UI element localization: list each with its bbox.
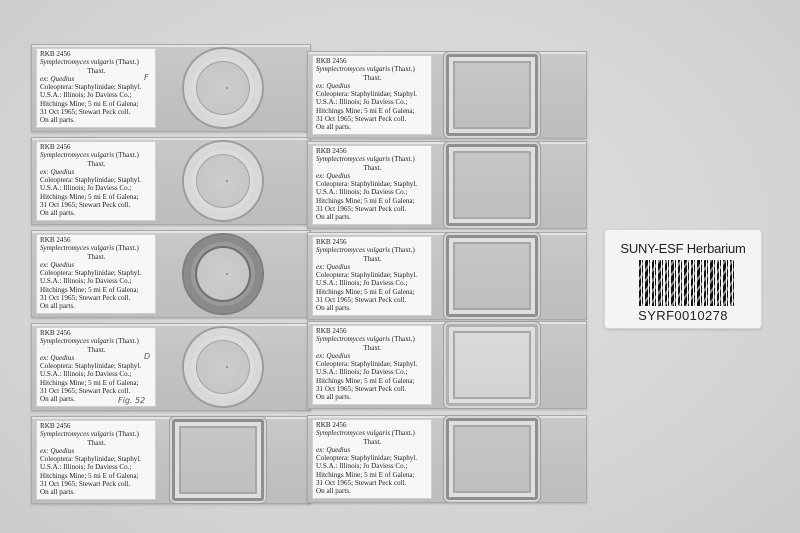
slide-label xyxy=(36,327,156,407)
slide-line-collector: 31 Oct 1965; Stewart Peck coll. xyxy=(40,294,131,303)
round-coverslip-ring xyxy=(184,328,262,406)
slide-authority: Thaxt. xyxy=(87,66,106,75)
species-name: Symplectromyces vulgaris xyxy=(316,335,391,344)
slide-host: ex: Quedius xyxy=(316,81,351,90)
slide-label xyxy=(312,419,432,499)
slide-label xyxy=(36,420,156,500)
slide-line-locality: U.S.A.: Illinois; Jo Daviess Co.; xyxy=(316,368,408,377)
slide-species xyxy=(40,337,153,345)
microscope-slide xyxy=(307,141,587,229)
slide-line-order: Coleoptera: Staphylinidae; Staphyl. xyxy=(40,362,142,371)
slide-label xyxy=(36,234,156,314)
slide-label xyxy=(312,325,432,405)
slide-accession: RKB 2456 xyxy=(40,329,71,337)
round-coverslip-ring xyxy=(184,235,262,313)
microscope-slide xyxy=(31,137,311,225)
slide-species xyxy=(40,58,153,66)
slide-accession: RKB 2456 xyxy=(40,50,71,58)
slide-host: ex: Quedius xyxy=(40,353,75,362)
slide-line-parts: On all parts. xyxy=(40,302,75,311)
specimen-dot xyxy=(226,180,228,182)
microscope-slide xyxy=(31,230,311,318)
slide-label xyxy=(36,48,156,128)
species-authority-paren: (Thaxt.) xyxy=(391,155,415,164)
slide-line-parts: On all parts. xyxy=(40,209,75,218)
slide-label xyxy=(312,145,432,225)
slide-line-locality: U.S.A.: Illinois; Jo Daviess Co.; xyxy=(40,463,132,472)
specimen-dot xyxy=(226,366,228,368)
species-authority-paren: (Thaxt.) xyxy=(391,246,415,255)
slide-line-parts: On all parts. xyxy=(316,487,351,496)
slide-line-site: Hitchings Mine; 5 mi E of Galena; xyxy=(316,470,415,479)
square-coverslip xyxy=(446,324,538,406)
square-coverslip xyxy=(446,418,538,500)
species-authority-paren: (Thaxt.) xyxy=(115,430,139,439)
slide-line-locality: U.S.A.: Illinois; Jo Daviess Co.; xyxy=(316,462,408,471)
square-coverslip xyxy=(446,235,538,317)
species-name: Symplectromyces vulgaris xyxy=(40,244,115,253)
slide-line-collector: 31 Oct 1965; Stewart Peck coll. xyxy=(316,296,407,305)
slide-line-collector: 31 Oct 1965; Stewart Peck coll. xyxy=(316,115,407,124)
slide-accession: RKB 2456 xyxy=(40,143,71,151)
slide-line-parts: On all parts. xyxy=(40,488,75,497)
slide-accession: RKB 2456 xyxy=(316,57,347,65)
herbarium-name: SUNY-ESF Herbarium xyxy=(620,241,746,256)
slide-authority: Thaxt. xyxy=(363,163,382,172)
slide-authority: Thaxt. xyxy=(363,73,382,82)
slide-line-site: Hitchings Mine; 5 mi E of Galena; xyxy=(40,471,139,480)
slide-authority: Thaxt. xyxy=(363,254,382,263)
microscope-slide xyxy=(307,415,587,503)
species-authority-paren: (Thaxt.) xyxy=(115,151,139,160)
microscope-slide xyxy=(307,232,587,320)
species-name: Symplectromyces vulgaris xyxy=(40,58,115,67)
species-authority-paren: (Thaxt.) xyxy=(115,244,139,253)
slide-edge xyxy=(32,138,310,140)
round-coverslip-ring xyxy=(184,49,262,127)
species-authority-paren: (Thaxt.) xyxy=(115,337,139,346)
slide-authority: Thaxt. xyxy=(87,438,106,447)
slide-host: ex: Quedius xyxy=(316,171,351,180)
slide-species xyxy=(40,244,153,252)
herbarium-code: SYRF0010278 xyxy=(638,308,728,323)
slide-line-locality: U.S.A.: Illinois; Jo Daviess Co.; xyxy=(316,98,408,107)
slide-line-locality: U.S.A.: Illinois; Jo Daviess Co.; xyxy=(316,279,408,288)
slide-authority: Thaxt. xyxy=(87,159,106,168)
slide-host: ex: Quedius xyxy=(316,262,351,271)
slide-authority: Thaxt. xyxy=(87,345,106,354)
slide-line-collector: 31 Oct 1965; Stewart Peck coll. xyxy=(40,480,131,489)
slide-edge xyxy=(32,324,310,326)
slide-line-parts: On all parts. xyxy=(316,213,351,222)
microscope-slide xyxy=(31,44,311,132)
slide-line-order: Coleoptera: Staphylinidae; Staphyl. xyxy=(40,83,142,92)
slide-accession: RKB 2456 xyxy=(316,327,347,335)
slide-line-collector: 31 Oct 1965; Stewart Peck coll. xyxy=(40,387,131,396)
slide-line-site: Hitchings Mine; 5 mi E of Galena; xyxy=(40,99,139,108)
herbarium-label xyxy=(604,229,762,329)
slide-host: ex: Quedius xyxy=(40,446,75,455)
slide-line-order: Coleoptera: Staphylinidae; Staphyl. xyxy=(316,180,418,189)
microscope-slide xyxy=(307,51,587,139)
slide-authority: Thaxt. xyxy=(87,252,106,261)
barcode-pattern xyxy=(639,260,735,306)
species-authority-paren: (Thaxt.) xyxy=(391,65,415,74)
slide-line-site: Hitchings Mine; 5 mi E of Galena; xyxy=(40,285,139,294)
slide-line-order: Coleoptera: Staphylinidae; Staphyl. xyxy=(40,176,142,185)
slide-species xyxy=(316,65,429,73)
slide-line-locality: U.S.A.: Illinois; Jo Daviess Co.; xyxy=(40,370,132,379)
slide-line-site: Hitchings Mine; 5 mi E of Galena; xyxy=(316,287,415,296)
species-authority-paren: (Thaxt.) xyxy=(391,335,415,344)
slide-line-collector: 31 Oct 1965; Stewart Peck coll. xyxy=(40,108,131,117)
slide-line-parts: On all parts. xyxy=(40,116,75,125)
slide-line-parts: On all parts. xyxy=(316,393,351,402)
slide-line-order: Coleoptera: Staphylinidae; Staphyl. xyxy=(316,360,418,369)
slide-edge xyxy=(32,417,310,419)
slide-label xyxy=(312,55,432,135)
species-name: Symplectromyces vulgaris xyxy=(316,429,391,438)
slide-accession: RKB 2456 xyxy=(40,422,71,430)
slide-line-order: Coleoptera: Staphylinidae; Staphyl. xyxy=(316,90,418,99)
specimen-dot xyxy=(226,87,228,89)
species-name: Symplectromyces vulgaris xyxy=(40,337,115,346)
slide-line-site: Hitchings Mine; 5 mi E of Galena; xyxy=(40,378,139,387)
slide-label xyxy=(312,236,432,316)
handwritten-figure-note: Fig. 52 xyxy=(118,396,146,405)
slide-line-locality: U.S.A.: Illinois; Jo Daviess Co.; xyxy=(316,188,408,197)
slide-host: ex: Quedius xyxy=(40,260,75,269)
microscope-slide xyxy=(31,416,311,504)
specimen-dot xyxy=(226,273,228,275)
slide-line-parts: On all parts. xyxy=(316,123,351,132)
slide-accession: RKB 2456 xyxy=(316,238,347,246)
square-coverslip xyxy=(446,54,538,136)
slide-line-locality: U.S.A.: Illinois; Jo Daviess Co.; xyxy=(40,184,132,193)
slide-host: ex: Quedius xyxy=(316,445,351,454)
slide-host: ex: Quedius xyxy=(316,351,351,360)
species-name: Symplectromyces vulgaris xyxy=(316,65,391,74)
slide-line-collector: 31 Oct 1965; Stewart Peck coll. xyxy=(316,385,407,394)
species-authority-paren: (Thaxt.) xyxy=(391,429,415,438)
slide-line-order: Coleoptera: Staphylinidae; Staphyl. xyxy=(316,454,418,463)
slide-authority: Thaxt. xyxy=(363,437,382,446)
species-name: Symplectromyces vulgaris xyxy=(40,430,115,439)
slide-line-collector: 31 Oct 1965; Stewart Peck coll. xyxy=(316,205,407,214)
slide-line-collector: 31 Oct 1965; Stewart Peck coll. xyxy=(40,201,131,210)
slide-label xyxy=(36,141,156,221)
slide-host: ex: Quedius xyxy=(40,74,75,83)
slide-line-locality: U.S.A.: Illinois; Jo Daviess Co.; xyxy=(40,277,132,286)
slide-accession: RKB 2456 xyxy=(40,236,71,244)
species-name: Symplectromyces vulgaris xyxy=(316,246,391,255)
species-name: Symplectromyces vulgaris xyxy=(316,155,391,164)
species-name: Symplectromyces vulgaris xyxy=(40,151,115,160)
slide-line-site: Hitchings Mine; 5 mi E of Galena; xyxy=(316,196,415,205)
slide-edge xyxy=(32,45,310,47)
slide-line-locality: U.S.A.: Illinois; Jo Daviess Co.; xyxy=(40,91,132,100)
slide-line-parts: On all parts. xyxy=(40,395,75,404)
round-coverslip-ring xyxy=(184,142,262,220)
slide-line-site: Hitchings Mine; 5 mi E of Galena; xyxy=(40,192,139,201)
slide-accession: RKB 2456 xyxy=(316,421,347,429)
species-authority-paren: (Thaxt.) xyxy=(115,58,139,67)
slide-authority: Thaxt. xyxy=(363,343,382,352)
slide-edge xyxy=(32,231,310,233)
slide-line-site: Hitchings Mine; 5 mi E of Galena; xyxy=(316,106,415,115)
slide-species xyxy=(316,335,429,343)
slide-line-order: Coleoptera: Staphylinidae; Staphyl. xyxy=(40,269,142,278)
handwritten-mark: D xyxy=(144,352,151,361)
handwritten-mark: F xyxy=(144,73,149,82)
slide-line-site: Hitchings Mine; 5 mi E of Galena; xyxy=(316,376,415,385)
slide-line-collector: 31 Oct 1965; Stewart Peck coll. xyxy=(316,479,407,488)
microscope-slide xyxy=(31,323,311,411)
slide-accession: RKB 2456 xyxy=(316,147,347,155)
square-coverslip xyxy=(172,419,264,501)
slide-line-order: Coleoptera: Staphylinidae; Staphyl. xyxy=(40,455,142,464)
slide-species xyxy=(40,430,153,438)
slide-species xyxy=(316,246,429,254)
microscope-slide xyxy=(307,321,587,409)
slide-species xyxy=(316,155,429,163)
slide-species xyxy=(316,429,429,437)
slide-line-parts: On all parts. xyxy=(316,304,351,313)
slide-species xyxy=(40,151,153,159)
slide-line-order: Coleoptera: Staphylinidae; Staphyl. xyxy=(316,271,418,280)
slide-host: ex: Quedius xyxy=(40,167,75,176)
square-coverslip xyxy=(446,144,538,226)
